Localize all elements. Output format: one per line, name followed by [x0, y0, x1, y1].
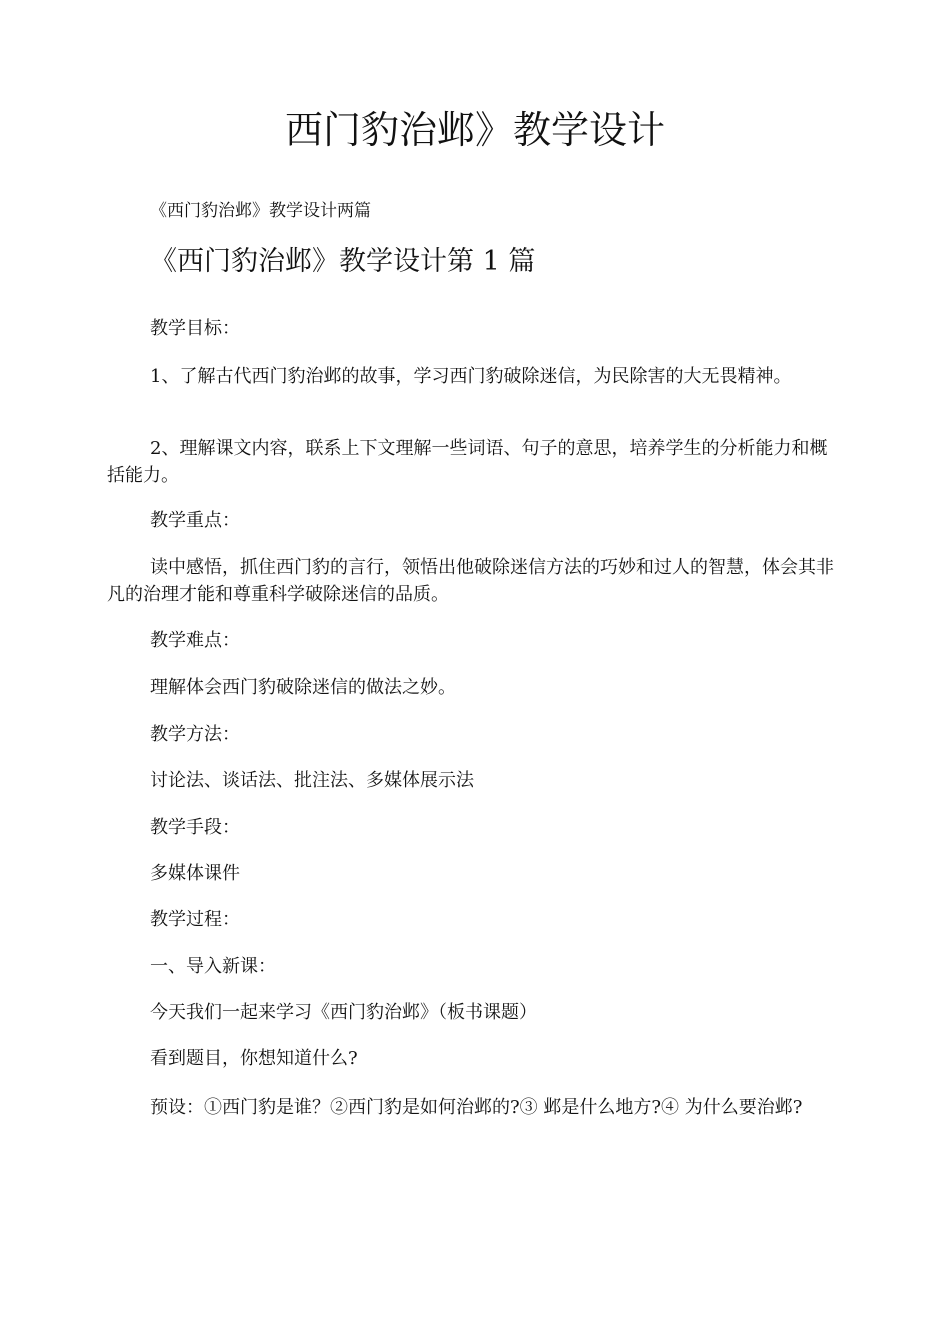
heading-introduction: 一、导入新课：	[150, 956, 276, 977]
heading-difficulties: 教学难点：	[150, 630, 240, 651]
paragraph-question: 看到题目，你想知道什么?	[150, 1048, 358, 1069]
document-title: 西门豹治邺》教学设计	[284, 108, 665, 152]
paragraph-difficulties: 理解体会西门豹破除迷信的做法之妙。	[150, 677, 456, 698]
heading-teaching-goals: 教学目标：	[150, 318, 240, 339]
paragraph-goal-1: 1、了解古代西门豹治邺的故事，学习西门豹破除迷信，为民除害的大无畏精神。	[150, 366, 792, 387]
document-subtitle: 《西门豹治邺》教学设计两篇	[150, 201, 371, 221]
heading-key-points: 教学重点：	[150, 510, 240, 531]
paragraph-introduction: 今天我们一起来学习《西门豹治邺》（板书课题）	[150, 1002, 537, 1023]
paragraph-presupposition: 预设：①西门豹是谁？②西门豹是如何治邺的?③ 邺是什么地方?④ 为什么要治邺?	[150, 1097, 803, 1118]
paragraph-key-points: 读中感悟，抓住西门豹的言行，领悟出他破除迷信方法的巧妙和过人的智慧，体会其非凡的治理才能和尊重科学破除迷信的品质。	[107, 557, 834, 605]
heading-methods: 教学方法：	[150, 724, 240, 745]
paragraph-goal-2: 2、理解课文内容，联系上下文理解一些词语、句子的意思，培养学生的分析能力和概括能力。	[107, 438, 828, 486]
section-heading: 《西门豹治邺》教学设计第 1 篇	[150, 246, 536, 277]
paragraph-methods: 讨论法、谈话法、批注法、多媒体展示法	[150, 770, 474, 791]
heading-means: 教学手段：	[150, 817, 240, 838]
heading-process: 教学过程：	[150, 909, 240, 930]
paragraph-means: 多媒体课件	[150, 863, 240, 884]
